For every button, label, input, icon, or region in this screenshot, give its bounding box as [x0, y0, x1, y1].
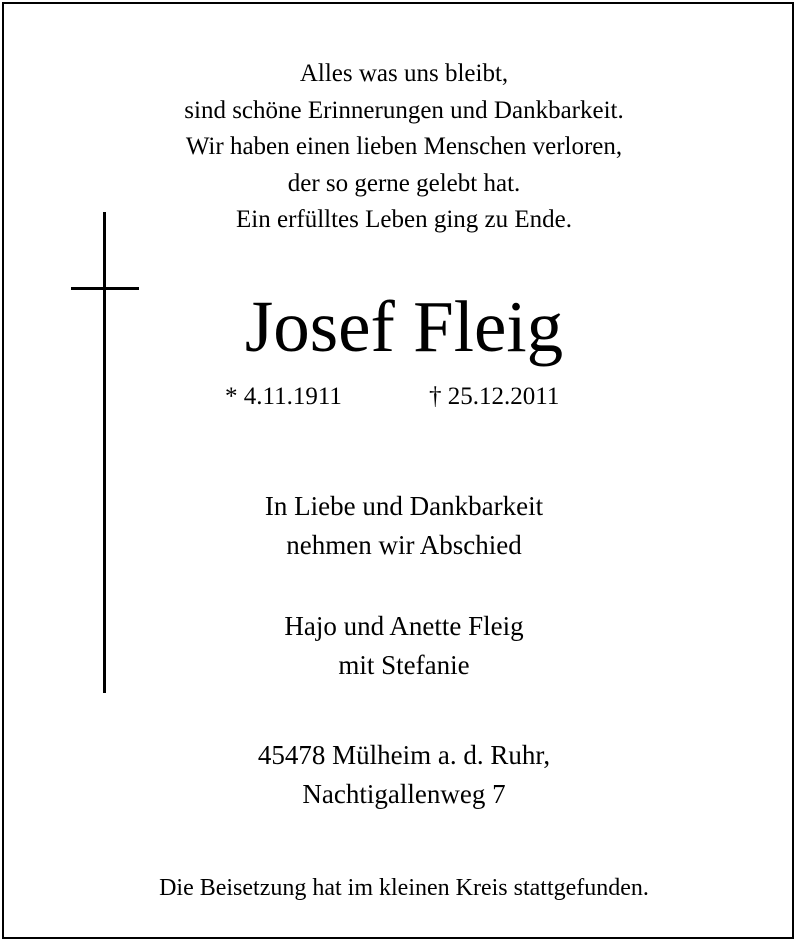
memorial-verse — [4, 56, 800, 239]
farewell-line: In Liebe und Dankbarkeit — [264, 491, 544, 521]
verse-line: Ein erfülltes Leben ging zu Ende. — [236, 206, 572, 233]
mourner-line: mit Stefanie — [338, 650, 470, 680]
death-date: † 25.12.2011 — [429, 383, 560, 410]
address-line: 45478 Mülheim a. d. Ruhr, — [257, 740, 551, 770]
mourners — [4, 607, 800, 685]
mourner-line: Hajo und Anette Fleig — [284, 611, 524, 641]
birth-date: * 4.11.1911 — [225, 383, 342, 410]
address — [4, 736, 800, 814]
verse-line: sind schöne Erinnerungen und Dankbarkeit. — [184, 96, 624, 124]
verse-line: der so gerne gelebt hat. — [287, 169, 521, 197]
farewell-text — [4, 487, 800, 565]
burial-note: Die Beisetzung hat im kleinen Kreis stattgefunden. — [159, 875, 649, 901]
address-line: Nachtigallenweg 7 — [302, 779, 506, 809]
deceased-name: Josef Fleig — [244, 286, 564, 367]
farewell-line: nehmen wir Abschied — [286, 530, 522, 560]
obituary-frame — [2, 2, 794, 939]
verse-line: Wir haben einen lieben Menschen verloren, — [185, 133, 623, 160]
verse-line: Alles was uns bleibt, — [299, 60, 509, 87]
